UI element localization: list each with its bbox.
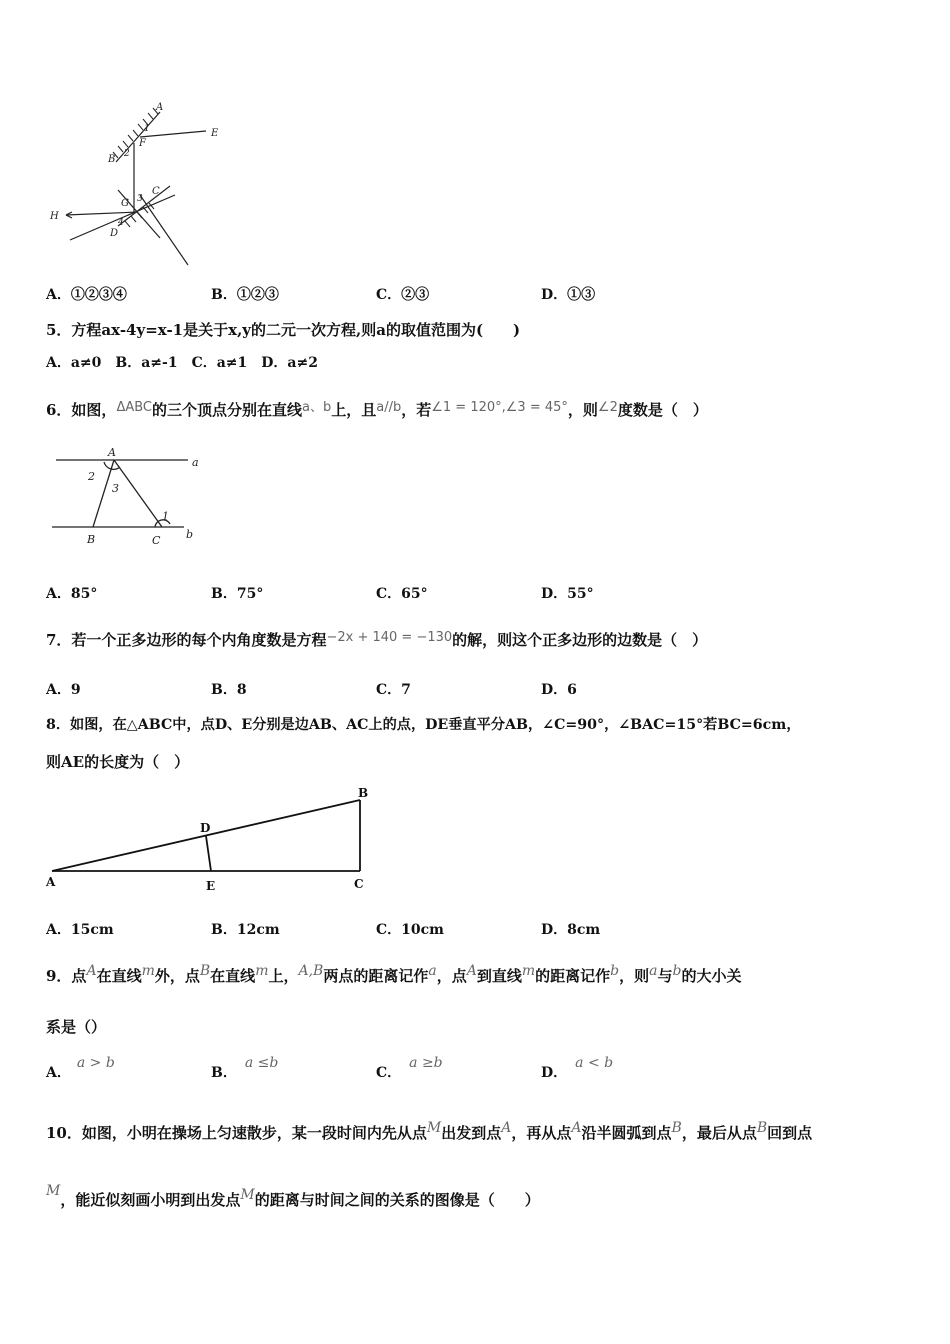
q7-stem: 7．若一个正多边形的每个内角度数是方程−2x + 140 = −130的解，则这个正多边形的边数是（ ）: [46, 630, 708, 649]
q10-stem-line2: M，能近似刻画小明到出发点M的距离与时间之间的关系的图像是（ ）: [46, 1183, 540, 1209]
q8-label-A: A: [46, 875, 56, 889]
q4-option-a[interactable]: A．①②③④: [46, 287, 127, 303]
q7-option-c[interactable]: C．7: [376, 682, 411, 698]
q9-option-a[interactable]: A．a > b: [46, 1055, 115, 1081]
q4-upper-mirror-hatch: [113, 108, 158, 158]
q6-label-A: A: [108, 446, 116, 459]
q4-label-F: F: [139, 138, 146, 149]
q6-side-AC: [114, 460, 162, 527]
q4-label-D: D: [110, 228, 119, 239]
q7-option-b[interactable]: B．8: [211, 682, 247, 698]
q10-stem-line1: 10．如图，小明在操场上匀速散步，某一段时间内先从点M出发到点A，再从点A沿半圆弧到点B，最后从点B回到点: [46, 1120, 813, 1142]
q7-option-d[interactable]: D．6: [541, 682, 577, 698]
q8-option-a[interactable]: A．15cm: [46, 922, 114, 938]
q8-option-b[interactable]: B．12cm: [211, 922, 280, 938]
q4-ray-FE: [140, 131, 206, 137]
q8-side-AB: [52, 800, 360, 871]
q6-side-AB: [93, 460, 114, 527]
q8-option-d[interactable]: D．8cm: [541, 922, 601, 938]
q6-label-C: C: [152, 534, 161, 547]
q6-label-b: b: [186, 528, 194, 541]
q8-label-D: D: [200, 821, 211, 835]
q7-option-a[interactable]: A．9: [46, 682, 81, 698]
q5-stem: 5．方程ax-4y=x-1是关于x,y的二元一次方程,则a的取值范围为( ): [46, 321, 521, 339]
q6-option-d[interactable]: D．55°: [541, 586, 594, 602]
q4-figure: [40, 96, 240, 276]
q8-stem-line2: 则AE的长度为（ ）: [46, 753, 190, 771]
q8-stem-line1: 8．如图，在△ABC中，点D、E分别是边AB、AC上的点，DE垂直平分AB，∠C=90°，∠BAC=15°若BC=6cm，: [46, 717, 801, 733]
q8-label-C: C: [354, 877, 364, 891]
q4-line-2: [140, 195, 188, 265]
q4-option-d[interactable]: D．①③: [541, 287, 596, 303]
q8-figure: [40, 782, 380, 894]
q5-options[interactable]: A．a≠0 B．a≠-1 C．a≠1 D．a≠2: [46, 355, 318, 371]
q6-angle-2: 2: [88, 470, 95, 483]
q8-segment-DE: [206, 836, 211, 871]
q4-angle-1: 1: [144, 124, 150, 134]
q6-label-a: a: [192, 456, 199, 469]
q9-option-b[interactable]: B．a ≤b: [211, 1055, 279, 1081]
q6-angle-1: 1: [162, 510, 169, 523]
q9-option-c[interactable]: C．a ≥b: [376, 1055, 443, 1081]
q6-angle-3: 3: [112, 482, 119, 495]
q4-ray-GH: [66, 212, 138, 215]
q4-angle-2: 2: [124, 149, 130, 159]
q6-option-c[interactable]: C．65°: [376, 586, 428, 602]
q4-option-b[interactable]: B．①②③: [211, 287, 279, 303]
q4-label-G: G: [121, 198, 129, 209]
q6-stem: 6．如图，ΔABC的三个顶点分别在直线a、b上，且a//b，若∠1 = 120°,∠3 = 45°，则∠2度数是（ ）: [46, 400, 708, 419]
q4-label-E: E: [211, 128, 219, 139]
q6-option-b[interactable]: B．75°: [211, 586, 264, 602]
q9-stem-line2: 系是（）: [46, 1018, 107, 1036]
q9-stem-line1: 9．点A在直线m外，点B在直线m上，A,B两点的距离记作a，点A到直线m的距离记作b，则a与b的大小关: [46, 963, 742, 985]
q4-label-B: B: [108, 154, 116, 165]
q6-option-a[interactable]: A．85°: [46, 586, 98, 602]
q4-label-H: H: [50, 211, 59, 222]
q9-option-d[interactable]: D．a < b: [541, 1055, 614, 1081]
q4-label-A: A: [156, 102, 164, 113]
q6-figure: [46, 440, 206, 550]
q4-upper-mirror: [116, 112, 160, 162]
q4-angle-4: 4: [118, 218, 124, 228]
q8-label-B: B: [358, 786, 369, 800]
q6-label-B: B: [87, 533, 96, 546]
q4-option-c[interactable]: C．②③: [376, 287, 430, 303]
q4-label-C: C: [152, 186, 160, 197]
q8-option-c[interactable]: C．10cm: [376, 922, 444, 938]
q8-label-E: E: [206, 879, 216, 893]
q4-angle-3: 3: [137, 194, 143, 204]
